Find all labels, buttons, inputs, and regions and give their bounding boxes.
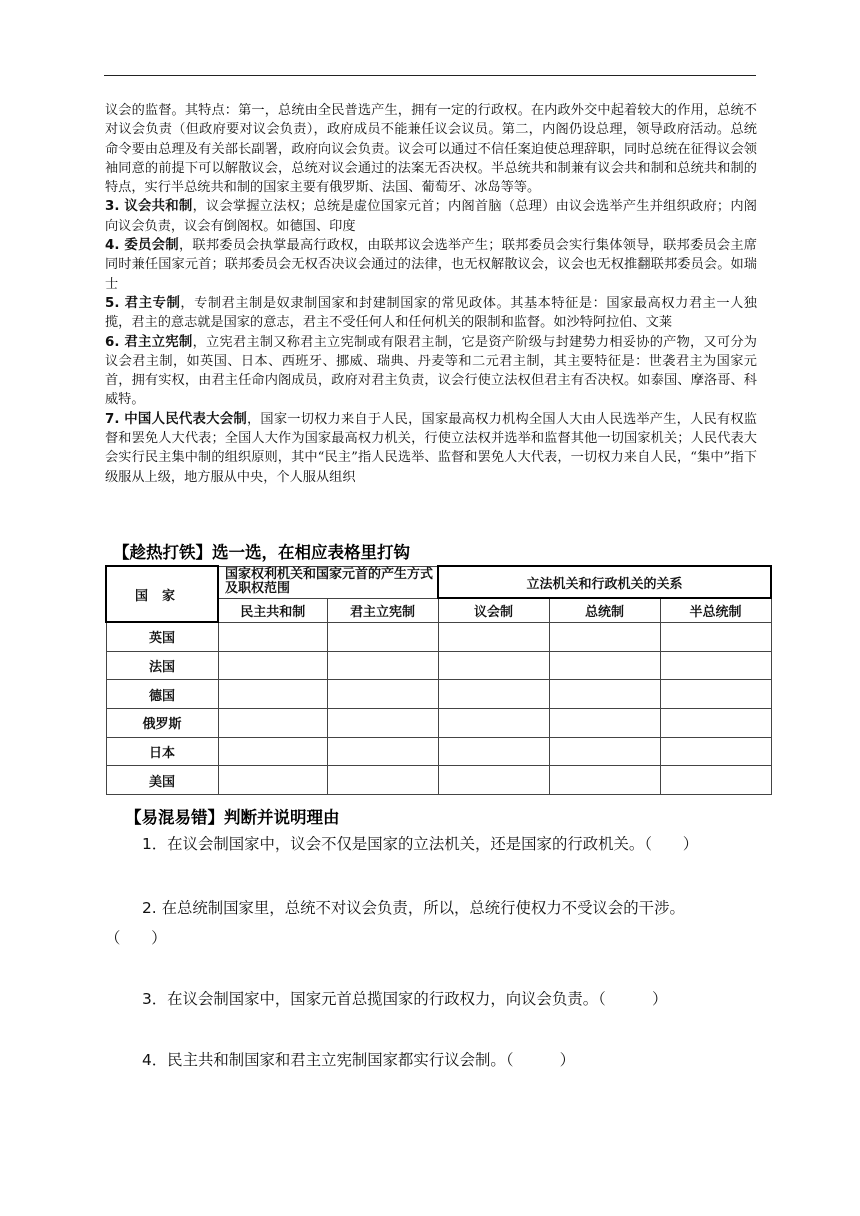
paragraph-peoples-congress: [105, 410, 757, 487]
subheader-constitutional-monarchy: 君主立宪制: [327, 598, 438, 622]
row-country-label: 德国: [106, 680, 218, 709]
check-cell[interactable]: [438, 737, 549, 766]
section-title-practice: 【趁热打铁】选一选，在相应表格里打钩: [113, 543, 410, 562]
paragraph-lead: 5. 君主专制: [105, 295, 181, 311]
check-cell[interactable]: [438, 766, 549, 795]
question-3: 3．在议会制国家中，国家元首总揽国家的行政权力，向议会负责。（ ）: [142, 990, 668, 1008]
check-cell[interactable]: [660, 766, 771, 795]
subheader-democratic-republic: 民主共和制: [218, 598, 327, 622]
paragraph-lead: 7. 中国人民代表大会制: [105, 411, 247, 427]
check-cell[interactable]: [549, 622, 660, 651]
paragraph-lead: 4. 委员会制: [105, 238, 179, 254]
header-group-state-organ: 国家权利机关和国家元首的产生方式及职权范围: [218, 566, 438, 598]
check-cell[interactable]: [218, 622, 327, 651]
table-row: [106, 651, 771, 680]
row-country-label: 日本: [106, 737, 218, 766]
paragraph-constitutional-monarchy: [105, 333, 757, 410]
paragraph-text: ，议会掌握立法权；总统是虚位国家元首；内阁首脑（总理）由议会选举产生并组织政府；内阁向议会负责，议会有倒阁权。如德国、印度: [105, 199, 757, 234]
paragraph-text: ，国家一切权力来自于人民，国家最高权力机构全国人大由人民选举产生，人民有权监督和罢免人大代表；全国人大作为国家最高权力机关，行使立法权并选举和监督其他一切国家机关；人民代表大会实行民主集中制的组织原则，其中“民主”指人民选举、监督和罢免人大代表，一切权力来自人民，“集中”指下级服从上级，地方服从中央，个人服从组织: [105, 411, 757, 485]
paragraph-absolute-monarchy: [105, 294, 757, 333]
question-2-answer-bracket: （ ）: [105, 929, 167, 947]
check-cell[interactable]: [660, 680, 771, 709]
check-cell[interactable]: [549, 737, 660, 766]
paragraph-lead: 6. 君主立宪制: [105, 334, 193, 350]
subheader-parliamentary: 议会制: [438, 598, 549, 622]
subheader-semi-presidential: 半总统制: [660, 598, 771, 622]
paragraph-text: ，联邦委员会执掌最高行政权，由联邦议会选举产生；联邦委员会实行集体领导，联邦委员会主席同时兼任国家元首；联邦委员会无权否决议会通过的法律，也无权解散议会，议会也无权推翻联邦委员会。如瑞士: [105, 238, 757, 292]
table-row: [106, 709, 771, 738]
check-cell[interactable]: [438, 622, 549, 651]
table-row: [106, 766, 771, 795]
check-cell[interactable]: [327, 709, 438, 738]
check-cell[interactable]: [438, 709, 549, 738]
check-cell[interactable]: [549, 680, 660, 709]
check-cell[interactable]: [327, 651, 438, 680]
table-row: [106, 737, 771, 766]
paragraph-lead: 3. 议会共和制: [105, 199, 193, 215]
check-cell[interactable]: [660, 709, 771, 738]
question-1: 1．在议会制国家中，议会不仅是国家的立法机关，还是国家的行政机关。（ ）: [142, 835, 699, 853]
check-cell[interactable]: [660, 651, 771, 680]
check-cell[interactable]: [327, 737, 438, 766]
check-cell[interactable]: [218, 680, 327, 709]
check-cell[interactable]: [438, 680, 549, 709]
check-cell[interactable]: [549, 651, 660, 680]
row-country-label: 俄罗斯: [106, 709, 218, 738]
body-text: [105, 101, 757, 487]
row-country-label: 法国: [106, 651, 218, 680]
check-cell[interactable]: [660, 737, 771, 766]
check-cell[interactable]: [549, 766, 660, 795]
checkbox-table: [105, 565, 769, 795]
paragraph-text: 议会的监督。其特点：第一，总统由全民普选产生，拥有一定的行政权。在内政外交中起着较大的作用，总统不对议会负责（但政府要对议会负责），政府成员不能兼任议会议员。第二，内阁仍设总理，领导政府活动。总统命令要由总理及有关部长副署，政府向议会负责。议会可以通过不信任案迫使总理辞职，同时总统在征得议会领袖同意的前提下可以解散议会，总统对议会通过的法案无否决权。半总统共和制兼有议会共和制和总统共和制的特点，实行半总统共和制的国家主要有俄罗斯、法国、葡萄牙、冰岛等等。: [105, 103, 757, 196]
question-2: 2. 在总统制国家里，总统不对议会负责，所以，总统行使权力不受议会的干涉。: [142, 899, 685, 917]
section-title-judgement: 【易混易错】判断并说明理由: [125, 808, 340, 827]
table-row: [106, 622, 771, 651]
row-country-label: 英国: [106, 622, 218, 651]
paragraph-council-system: [105, 236, 757, 294]
check-cell[interactable]: [549, 709, 660, 738]
paragraph-text: ，专制君主制是奴隶制国家和封建制国家的常见政体。其基本特征是：国家最高权力君主一人独揽，君主的意志就是国家的意志，君主不受任何人和任何机关的限制和监督。如沙特阿拉伯、文莱: [105, 295, 757, 331]
header-country: 国家: [106, 566, 218, 622]
paragraph-text: ，立宪君主制又称君主立宪制或有限君主制，它是资产阶级与封建势力相妥协的产物，又可分为议会君主制，如英国、日本、西班牙、挪威、瑞典、丹麦等和二元君主制，其主要特征是：世袭君主为国家元首，拥有实权，由君主任命内阁成员，政府对君主负责，议会行使立法权但君主有否决权。如泰国、摩洛哥、科威特。: [105, 334, 757, 408]
check-cell[interactable]: [327, 766, 438, 795]
paragraph-parliamentary-republic: [105, 197, 757, 236]
header-rule: [104, 75, 756, 76]
table-grid: [105, 565, 772, 795]
subheader-presidential: 总统制: [549, 598, 660, 622]
question-4: 4．民主共和制国家和君主立宪制国家都实行议会制。（ ）: [142, 1051, 576, 1069]
check-cell[interactable]: [438, 651, 549, 680]
paragraph-semi-presidential: [105, 101, 757, 197]
check-cell[interactable]: [327, 622, 438, 651]
check-cell[interactable]: [660, 622, 771, 651]
row-country-label: 美国: [106, 766, 218, 795]
check-cell[interactable]: [218, 651, 327, 680]
table-row: [106, 680, 771, 709]
check-cell[interactable]: [327, 680, 438, 709]
check-cell[interactable]: [218, 766, 327, 795]
check-cell[interactable]: [218, 709, 327, 738]
header-group-legislative-executive: 立法机关和行政机关的关系: [438, 566, 771, 598]
check-cell[interactable]: [218, 737, 327, 766]
